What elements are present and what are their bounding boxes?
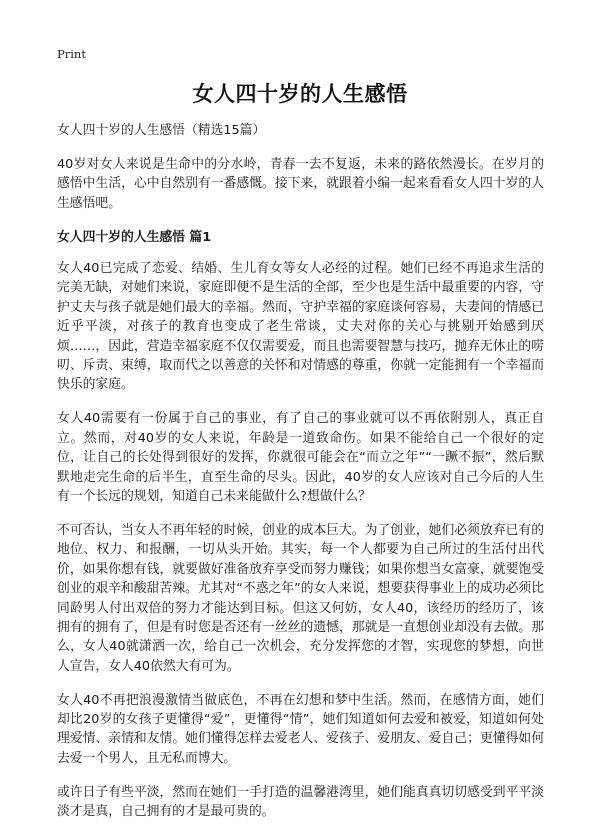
print-label[interactable]: Print: [57, 47, 86, 61]
body-paragraph-2: 女人40需要有一份属于自己的事业，有了自己的事业就可以不再依附别人，真正自立。然而，对40岁的女人来说，年龄是一道致命伤。如果不能给自己一个很好的定位，让自己的长处得到很好的发挥，你就很可能会在“而立之年”“一蹶不振”，然后默默地走完生命的后半生，直至生命的尽头。因此，40岁的女人应该对自己今后的人生有一个长远的规划，知道自己未来能做什么?想做什么？: [57, 411, 544, 504]
body-paragraph-5: 或许日子有些平淡，然而在她们一手打造的温馨港湾里，她们能真真切切感受到平平淡淡才是真，自己拥有的才是最可贵的。: [57, 784, 544, 820]
body-paragraph-3: 不可否认，当女人不再年轻的时候，创业的成本巨大。为了创业，她们必须放弃已有的地位、权力、和报酬，一切从头开始。其实，每一个人都要为自己所过的生活付出代价，如果你想有钱，就要做好准备放弃享受而努力赚钱；如果你想当女富豪，就要饱受创业的艰辛和酸甜苦辣。尤其对“不惑之年”的女人来说，想要获得事业上的成功必须比同龄男人付出双倍的努力才能达到目标。但这又何妨，女人40，该经历的经历了，该拥有的拥有了，但是有时您是否还有一丝丝的遗憾，那就是一直想创业却没有去做。那么，女人40就潇洒一次，给自己一次机会，充分发挥您的才智，实现您的梦想，向世人宣告，女人40依然大有可为。: [57, 522, 544, 674]
document-subtitle: 女人四十岁的人生感悟（精选15篇）: [57, 123, 266, 138]
body-paragraph-1: 女人40已完成了恋爱、结婚、生儿育女等女人必经的过程。她们已经不再追求生活的完美无缺，对她们来说，家庭即便不是生活的全部，至少也是生活中最重要的内容，守护丈夫与孩子就是她们最大的幸福。然而，守护幸福的家庭谈何容易，夫妻间的情感已近乎平淡，对孩子的教育也变成了老生常谈，丈夫对你的关心与挑剔开始感到厌烦……，因此，营造幸福家庭不仅仅需要爱，而且也需要智慧与技巧，抛弃无休止的唠叨、斥责、束缚，取而代之以善意的关怀和对情感的尊重，你就一定能拥有一个幸福而快乐的家庭。: [57, 261, 544, 393]
section-heading: 女人四十岁的人生感悟 篇1: [57, 229, 212, 245]
body-paragraph-4: 女人40不再把浪漫激情当做底色，不再在幻想和梦中生活。然而，在感情方面，她们却比20岁的女孩子更懂得“爱”，更懂得“情”，她们知道如何去爱和被爱，知道如何处理爱情、亲情和友情。她们懂得怎样去爱老人、爱孩子、爱朋友、爱自己；更懂得如何去爱一个男人，且无私而博大。: [57, 692, 544, 766]
intro-paragraph: 40岁对女人来说是生命中的分水岭，青春一去不复返，未来的路依然漫长。在岁月的感悟中生活，心中自然别有一番感慨。接下来，就跟着小编一起来看看女人四十岁的人生感悟吧。: [57, 156, 544, 211]
document-body: [57, 121, 544, 836]
page-title: 女人四十岁的人生感悟: [192, 82, 408, 106]
